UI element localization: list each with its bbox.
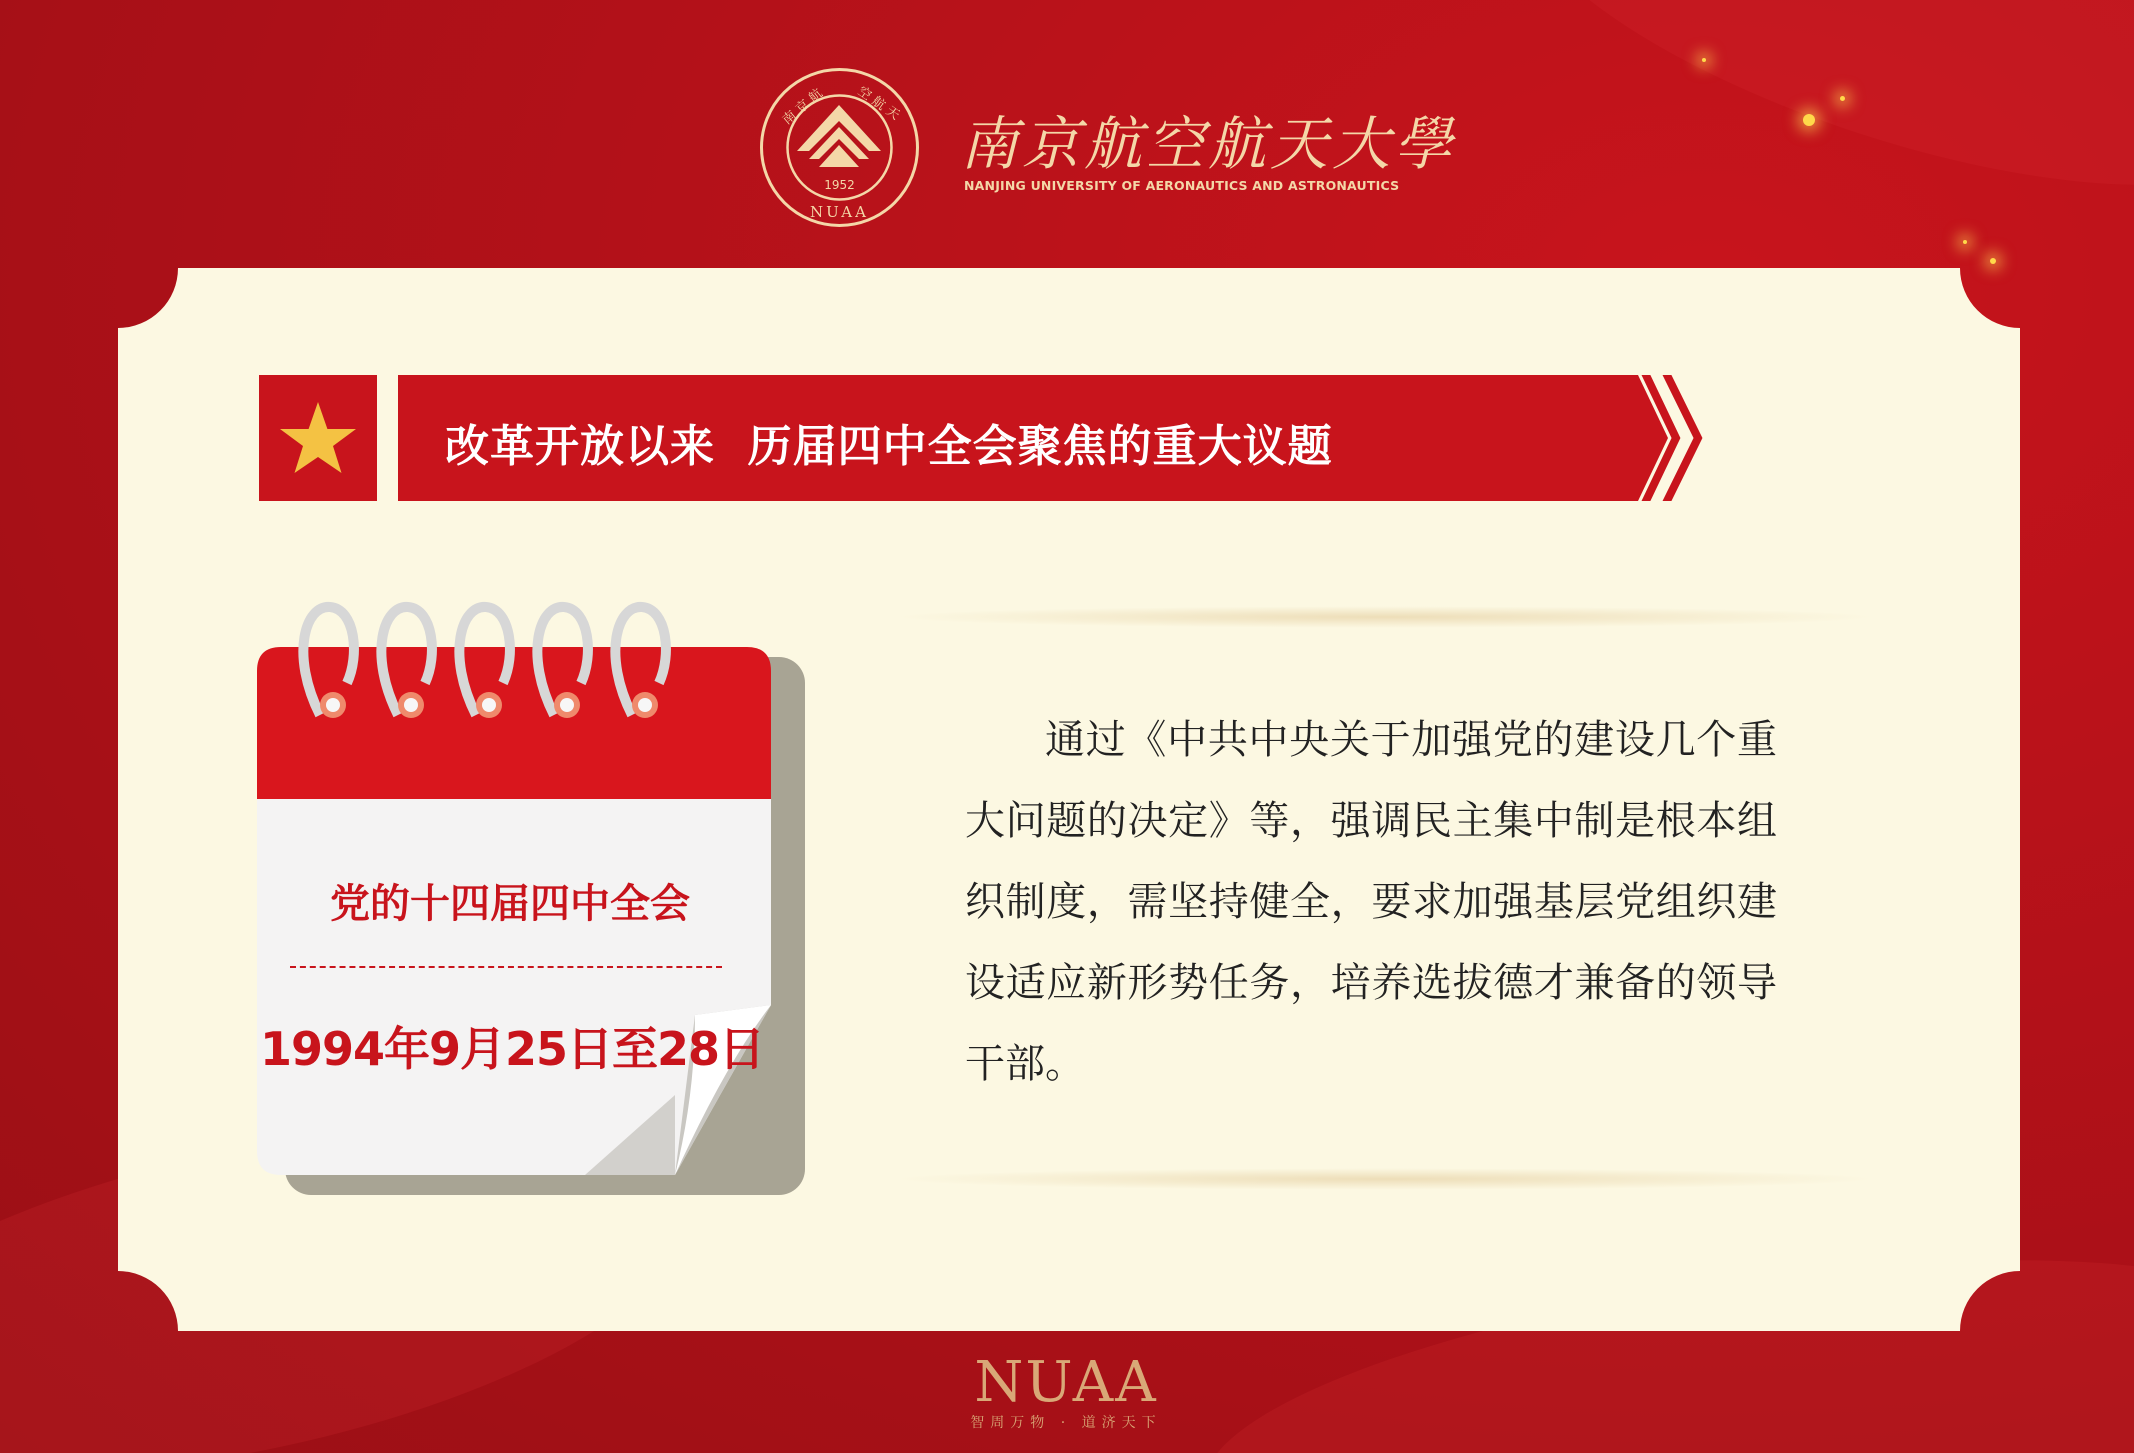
sparkle-decoration: [1990, 258, 1996, 264]
svg-text:1952: 1952: [824, 178, 855, 192]
page-title: 改革开放以来 历届四中全会聚焦的重大议题: [445, 421, 1333, 472]
svg-text:NUAA: NUAA: [810, 203, 869, 221]
star-icon: [278, 400, 358, 476]
sparkle-decoration: [1702, 58, 1706, 62]
calendar-event: 党的十四届四中全会: [330, 881, 690, 927]
calendar-date: 1994年9月25日至28日: [260, 1022, 765, 1076]
sparkle-decoration: [1803, 114, 1815, 126]
sparkle-decoration: [1963, 240, 1967, 244]
svg-text:空 航 天: 空 航 天: [854, 83, 903, 124]
title-star-box: [259, 375, 377, 501]
svg-text:南 京 航: 南 京 航: [779, 86, 826, 129]
header: [757, 65, 1457, 235]
background-streak: [1479, 0, 2134, 257]
footer-logo: NUAA: [974, 1350, 1158, 1415]
content-paragraph: 通过《中共中央关于加强党的建设几个重大问题的决定》等，强调民主集中制是根本组织制度，需坚持健全，要求加强基层党组织建设适应新形势任务，培养选拔德才兼备的领导干部。: [965, 717, 1777, 1087]
decorative-line: [890, 1168, 1880, 1190]
school-name-en: NANJING UNIVERSITY OF AERONAUTICS AND ASTRONAUTICS: [964, 178, 1400, 193]
school-name-cn: 南京航空航天大學: [960, 110, 1457, 178]
calendar-divider: [290, 966, 722, 968]
footer-motto: 智周万物 · 道济天下: [970, 1415, 1162, 1431]
decorative-line: [890, 606, 1880, 628]
sparkle-decoration: [1840, 96, 1845, 101]
university-seal-icon: [757, 65, 922, 230]
